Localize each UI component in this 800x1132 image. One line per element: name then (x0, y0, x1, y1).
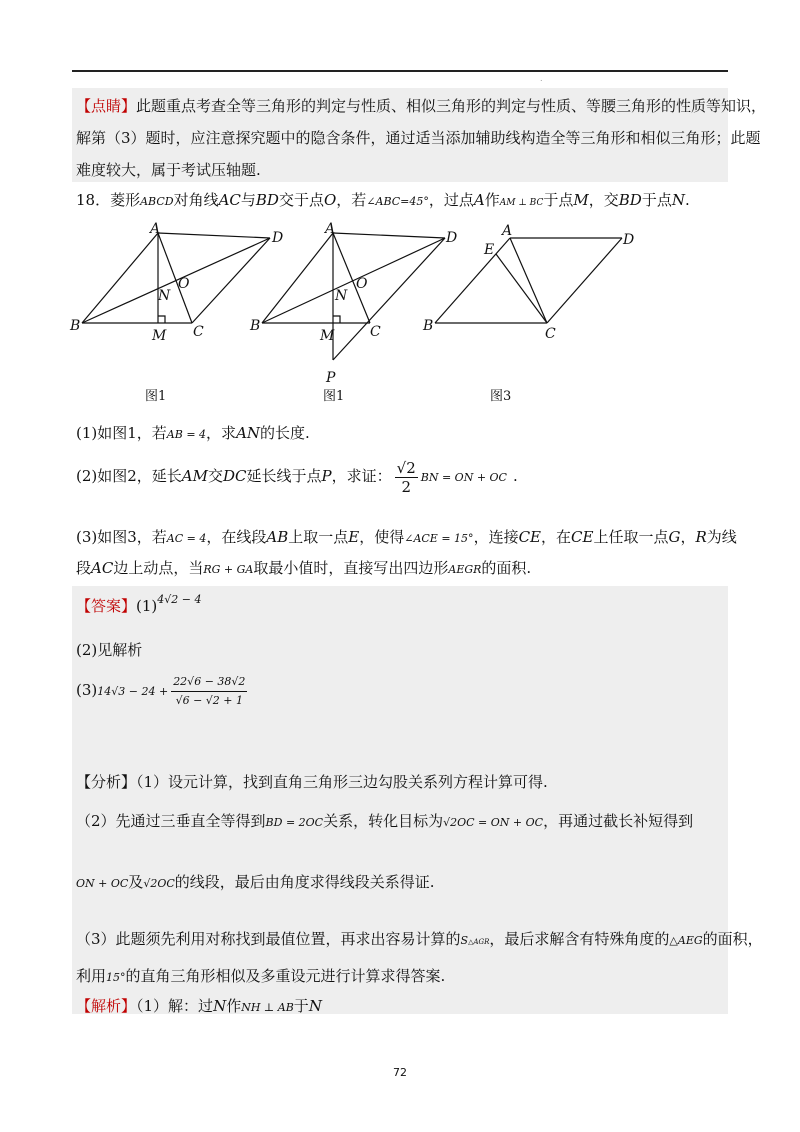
q2-fraction: $\frac{√2}{2}$ (396, 458, 416, 496)
page-number: 72 (393, 1066, 407, 1079)
fig1-label-b: B (70, 318, 81, 334)
figures-svg (0, 220, 800, 420)
answer-tag: 【答案】 (76, 597, 137, 615)
fig1-side-ad (158, 233, 270, 238)
analysis-1: 【分析】（1）设元计算，找到直角三角形三边勾股关系列方程计算可得. (76, 773, 548, 791)
analysis-tag: 【分析】 (76, 773, 137, 791)
fig3-label-e: E (484, 242, 495, 258)
header-mark: . (540, 74, 543, 83)
question-1: (1)如图1，若AB = 4，求AN的长度. (76, 424, 310, 442)
fig1-diagonal-bd (82, 238, 270, 323)
fig1-caption: 图1 (145, 389, 167, 404)
fig2-label-o: O (356, 276, 368, 292)
question-3-line-2: 段AC边上动点，当RG + GA取最小值时，直接写出四边形AEGR的面积. (76, 559, 532, 577)
fig2-label-m: M (320, 328, 335, 344)
fig2-label-d: D (446, 230, 458, 246)
figure-1 (82, 233, 270, 323)
fig3-side-ab (435, 238, 510, 323)
answer-3: (3)14√3 − 24 + $\frac{22√6 - 38√2}{√6 - √2 + 1}$ (76, 672, 250, 710)
jiexi-line: 【解析】（1）解：过N作NH ⊥ AB于N (76, 997, 322, 1015)
fig2-right-angle-mark (333, 316, 340, 323)
problem-statement: 18．菱形ABCD对角线AC与BD交于点O，若∠ABC=45°，过点A作AM ⊥ BC于点M，交BD于点N. (76, 191, 690, 209)
fig1-label-m: M (152, 328, 167, 344)
fig3-label-b: B (423, 318, 434, 334)
fig2-label-a: A (325, 221, 336, 237)
question-3-line-1: (3)如图3，若AC = 4，在线段AB上取一点E，使得∠ACE = 15°，连接CE，在CE上任取一点G，R为线 (76, 528, 737, 546)
dianjing-line-2: 解第（3）题时，应注意探究题中的隐含条件，通过适当添加辅助线构造全等三角形和相似三角形；此题 (76, 129, 761, 147)
analysis-2: （2）先通过三垂直全等得到BD = 2OC关系，转化目标为√2OC = ON + OC，再通过截长补短得到 (76, 812, 694, 830)
header-rule (72, 70, 728, 72)
fig3-caption: 图3 (490, 389, 512, 404)
fig2-label-c: C (370, 324, 381, 340)
fig3-label-c: C (545, 326, 556, 342)
answer-3-fraction: $\frac{22√6 - 38√2}{√6 - √2 + 1}$ (173, 674, 246, 707)
fig3-side-dc (547, 238, 622, 323)
analysis-5: 利用15°的直角三角形相似及多重设元进行计算求得答案. (76, 967, 446, 985)
fig1-label-n: N (158, 288, 171, 304)
fig1-label-a: A (150, 221, 161, 237)
fig2-diagonal-bd (262, 238, 445, 323)
dianjing-line-3: 难度较大，属于考试压轴题. (76, 161, 261, 179)
fig2-label-b: B (250, 318, 261, 334)
fig1-side-dc (192, 238, 270, 323)
fig1-label-c: C (193, 324, 204, 340)
fig1-label-o: O (178, 276, 190, 292)
fig1-side-ab (82, 233, 158, 323)
fig3-label-d: D (623, 232, 635, 248)
answer-1: 【答案】$(1)^{4√2 - 4}$ (76, 593, 202, 615)
fig1-label-d: D (272, 230, 284, 246)
question-2: (2)如图2，延长AM交DC延长线于点P，求证： $\frac{√2}{2}$ BN = ON + OC . (76, 458, 518, 496)
answer-2: (2)见解析 (76, 641, 143, 659)
dianjing-tag: 【点睛】 (76, 97, 137, 115)
analysis-3: ON + OC及√2OC的线段，最后由角度求得线段关系得证. (76, 873, 435, 891)
fig2-side-dc-extended (333, 238, 445, 360)
jiexi-tag: 【解析】 (76, 997, 137, 1015)
fig2-label-p: P (326, 370, 336, 386)
dianjing-line-1: 【点睛】此题重点考查全等三角形的判定与性质、相似三角形的判定与性质、等腰三角形的性质等知识， (76, 97, 767, 115)
fig2-side-ad (333, 233, 445, 238)
fig2-label-n: N (335, 288, 348, 304)
figure-3 (435, 238, 622, 323)
analysis-4: （3）此题须先利用对称找到最值位置，再求出容易计算的S△AGR，最后求解含有特殊角度的△AEG的面积， (76, 930, 763, 948)
fig3-label-a: A (502, 223, 513, 239)
fig2-caption: 图1 (323, 389, 345, 404)
figure-2 (262, 233, 445, 360)
fig1-right-angle-mark (158, 316, 165, 323)
fig2-side-ab (262, 233, 333, 323)
